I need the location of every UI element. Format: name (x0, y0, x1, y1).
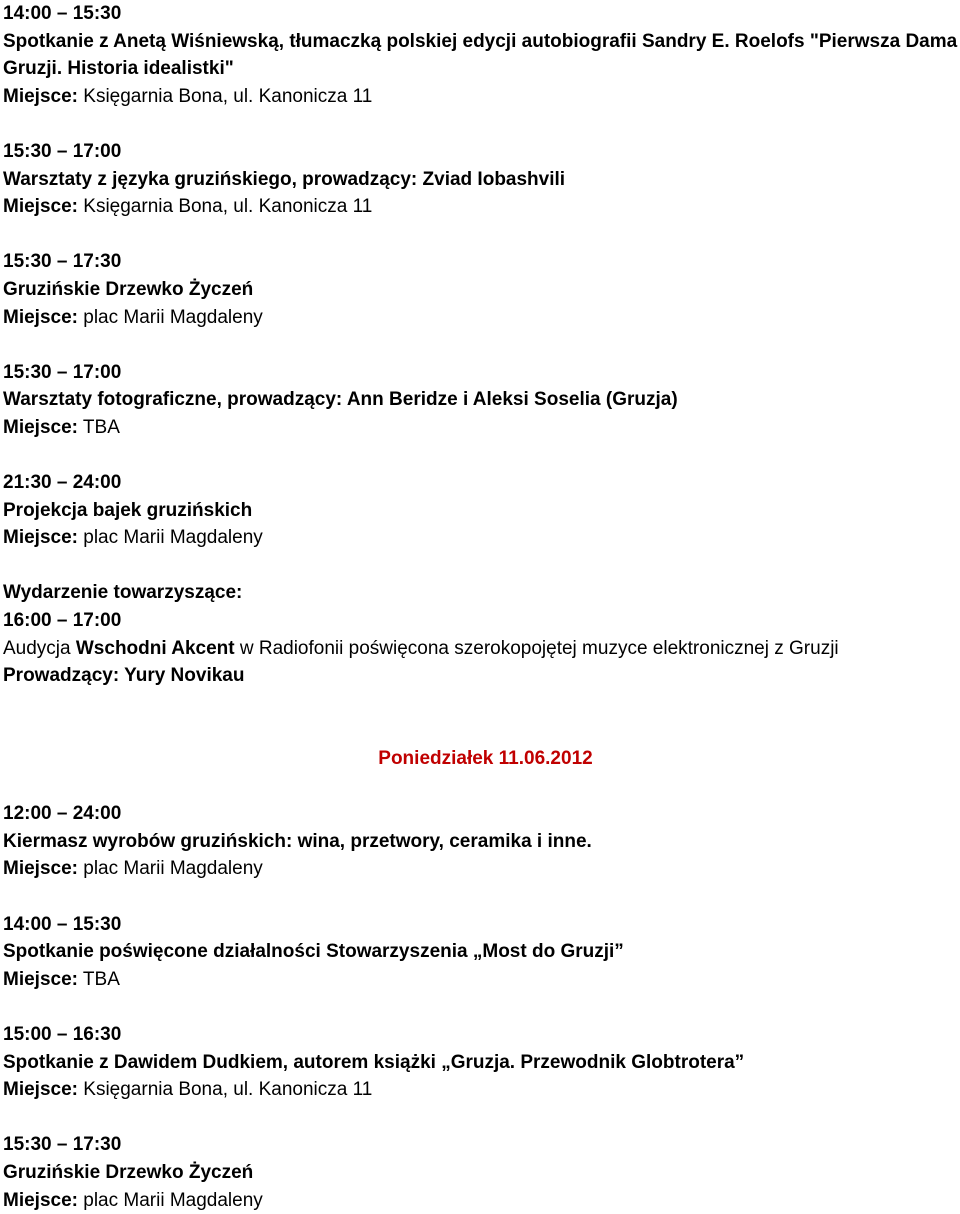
place-label: Miejsce: (3, 858, 78, 880)
place-label: Miejsce: (3, 1189, 78, 1211)
event-block (3, 800, 958, 883)
event-title: Warsztaty fotograficzne, prowadzący: Ann Beridze i Aleksi Soselia (Gruzja) (3, 389, 678, 411)
event-place (3, 414, 958, 442)
place-value: Księgarnia Bona, ul. Kanonicza 11 (83, 196, 373, 218)
event-block (3, 0, 958, 110)
event-time: 15:30 – 17:00 (3, 361, 122, 383)
place-label: Miejsce: (3, 527, 78, 549)
place-value: plac Marii Magdaleny (83, 306, 263, 328)
place-value: TBA (82, 968, 120, 990)
place-label: Miejsce: (3, 85, 78, 107)
event-place (3, 1187, 958, 1214)
place-label: Miejsce: (3, 196, 78, 218)
event-place (3, 304, 958, 332)
event-title: Gruzińskie Drzewko Życzeń (3, 1161, 254, 1183)
place-label: Miejsce: (3, 306, 78, 328)
event-title: Spotkanie z Dawidem Dudkiem, autorem książki „Gruzja. Przewodnik Globtrotera” (3, 1051, 745, 1073)
side-event-description (3, 635, 958, 663)
place-value: Księgarnia Bona, ul. Kanonicza 11 (83, 1079, 373, 1101)
place-value: TBA (82, 416, 120, 438)
event-time: 15:30 – 17:30 (3, 1134, 122, 1156)
event-title: Gruzińskie Drzewko Życzeń (3, 278, 254, 300)
event-block (3, 359, 958, 442)
program-name: Wschodni Akcent (75, 637, 235, 659)
place-value: plac Marii Magdaleny (83, 1189, 263, 1211)
place-label: Miejsce: (3, 416, 78, 438)
event-block (3, 138, 958, 221)
desc-text: w Radiofonii poświęcona szerokopojętej muzyce elektronicznej z Gruzji (234, 637, 839, 659)
event-place (3, 966, 958, 994)
place-label: Miejsce: (3, 1079, 78, 1101)
event-block (3, 469, 958, 552)
side-event-host: Prowadzący: Yury Novikau (3, 665, 245, 687)
side-event-block (3, 579, 958, 689)
event-place (3, 193, 958, 221)
event-place (3, 524, 958, 552)
event-title: Spotkanie poświęcone działalności Stowarzyszenia „Most do Gruzji” (3, 941, 624, 963)
place-value: plac Marii Magdaleny (83, 858, 263, 880)
day-heading: Poniedziałek 11.06.2012 (378, 748, 593, 770)
desc-text: Audycja (3, 637, 76, 659)
event-time: 14:00 – 15:30 (3, 913, 122, 935)
event-time: 15:30 – 17:30 (3, 251, 122, 273)
event-title: Warsztaty z języka gruzińskiego, prowadzący: Zviad Iobashvili (3, 168, 566, 190)
side-event-heading: Wydarzenie towarzyszące: (3, 582, 243, 604)
event-time: 15:00 – 16:30 (3, 1023, 122, 1045)
event-place (3, 855, 958, 883)
event-block (3, 248, 958, 331)
event-time: 14:00 – 15:30 (3, 3, 122, 24)
event-block (3, 1131, 958, 1214)
event-title: Projekcja bajek gruzińskich (3, 499, 253, 521)
side-event-time: 16:00 – 17:00 (3, 610, 122, 632)
event-place (3, 1076, 958, 1104)
event-block (3, 911, 958, 994)
event-title: Spotkanie z Anetą Wiśniewską, tłumaczką polskiej edycji autobiografii Sandry E. Roelofs "Pierwsza Dama Gruzji. Historia idealistki" (3, 30, 958, 80)
program-document (3, 0, 958, 1214)
event-time: 12:00 – 24:00 (3, 803, 122, 825)
event-block (3, 1021, 958, 1104)
event-time: 21:30 – 24:00 (3, 472, 122, 494)
event-title: Kiermasz wyrobów gruzińskich: wina, przetwory, ceramika i inne. (3, 830, 592, 852)
place-value: Księgarnia Bona, ul. Kanonicza 11 (83, 85, 373, 107)
event-time: 15:30 – 17:00 (3, 140, 122, 162)
event-place (3, 83, 958, 111)
place-label: Miejsce: (3, 968, 78, 990)
place-value: plac Marii Magdaleny (83, 527, 263, 549)
